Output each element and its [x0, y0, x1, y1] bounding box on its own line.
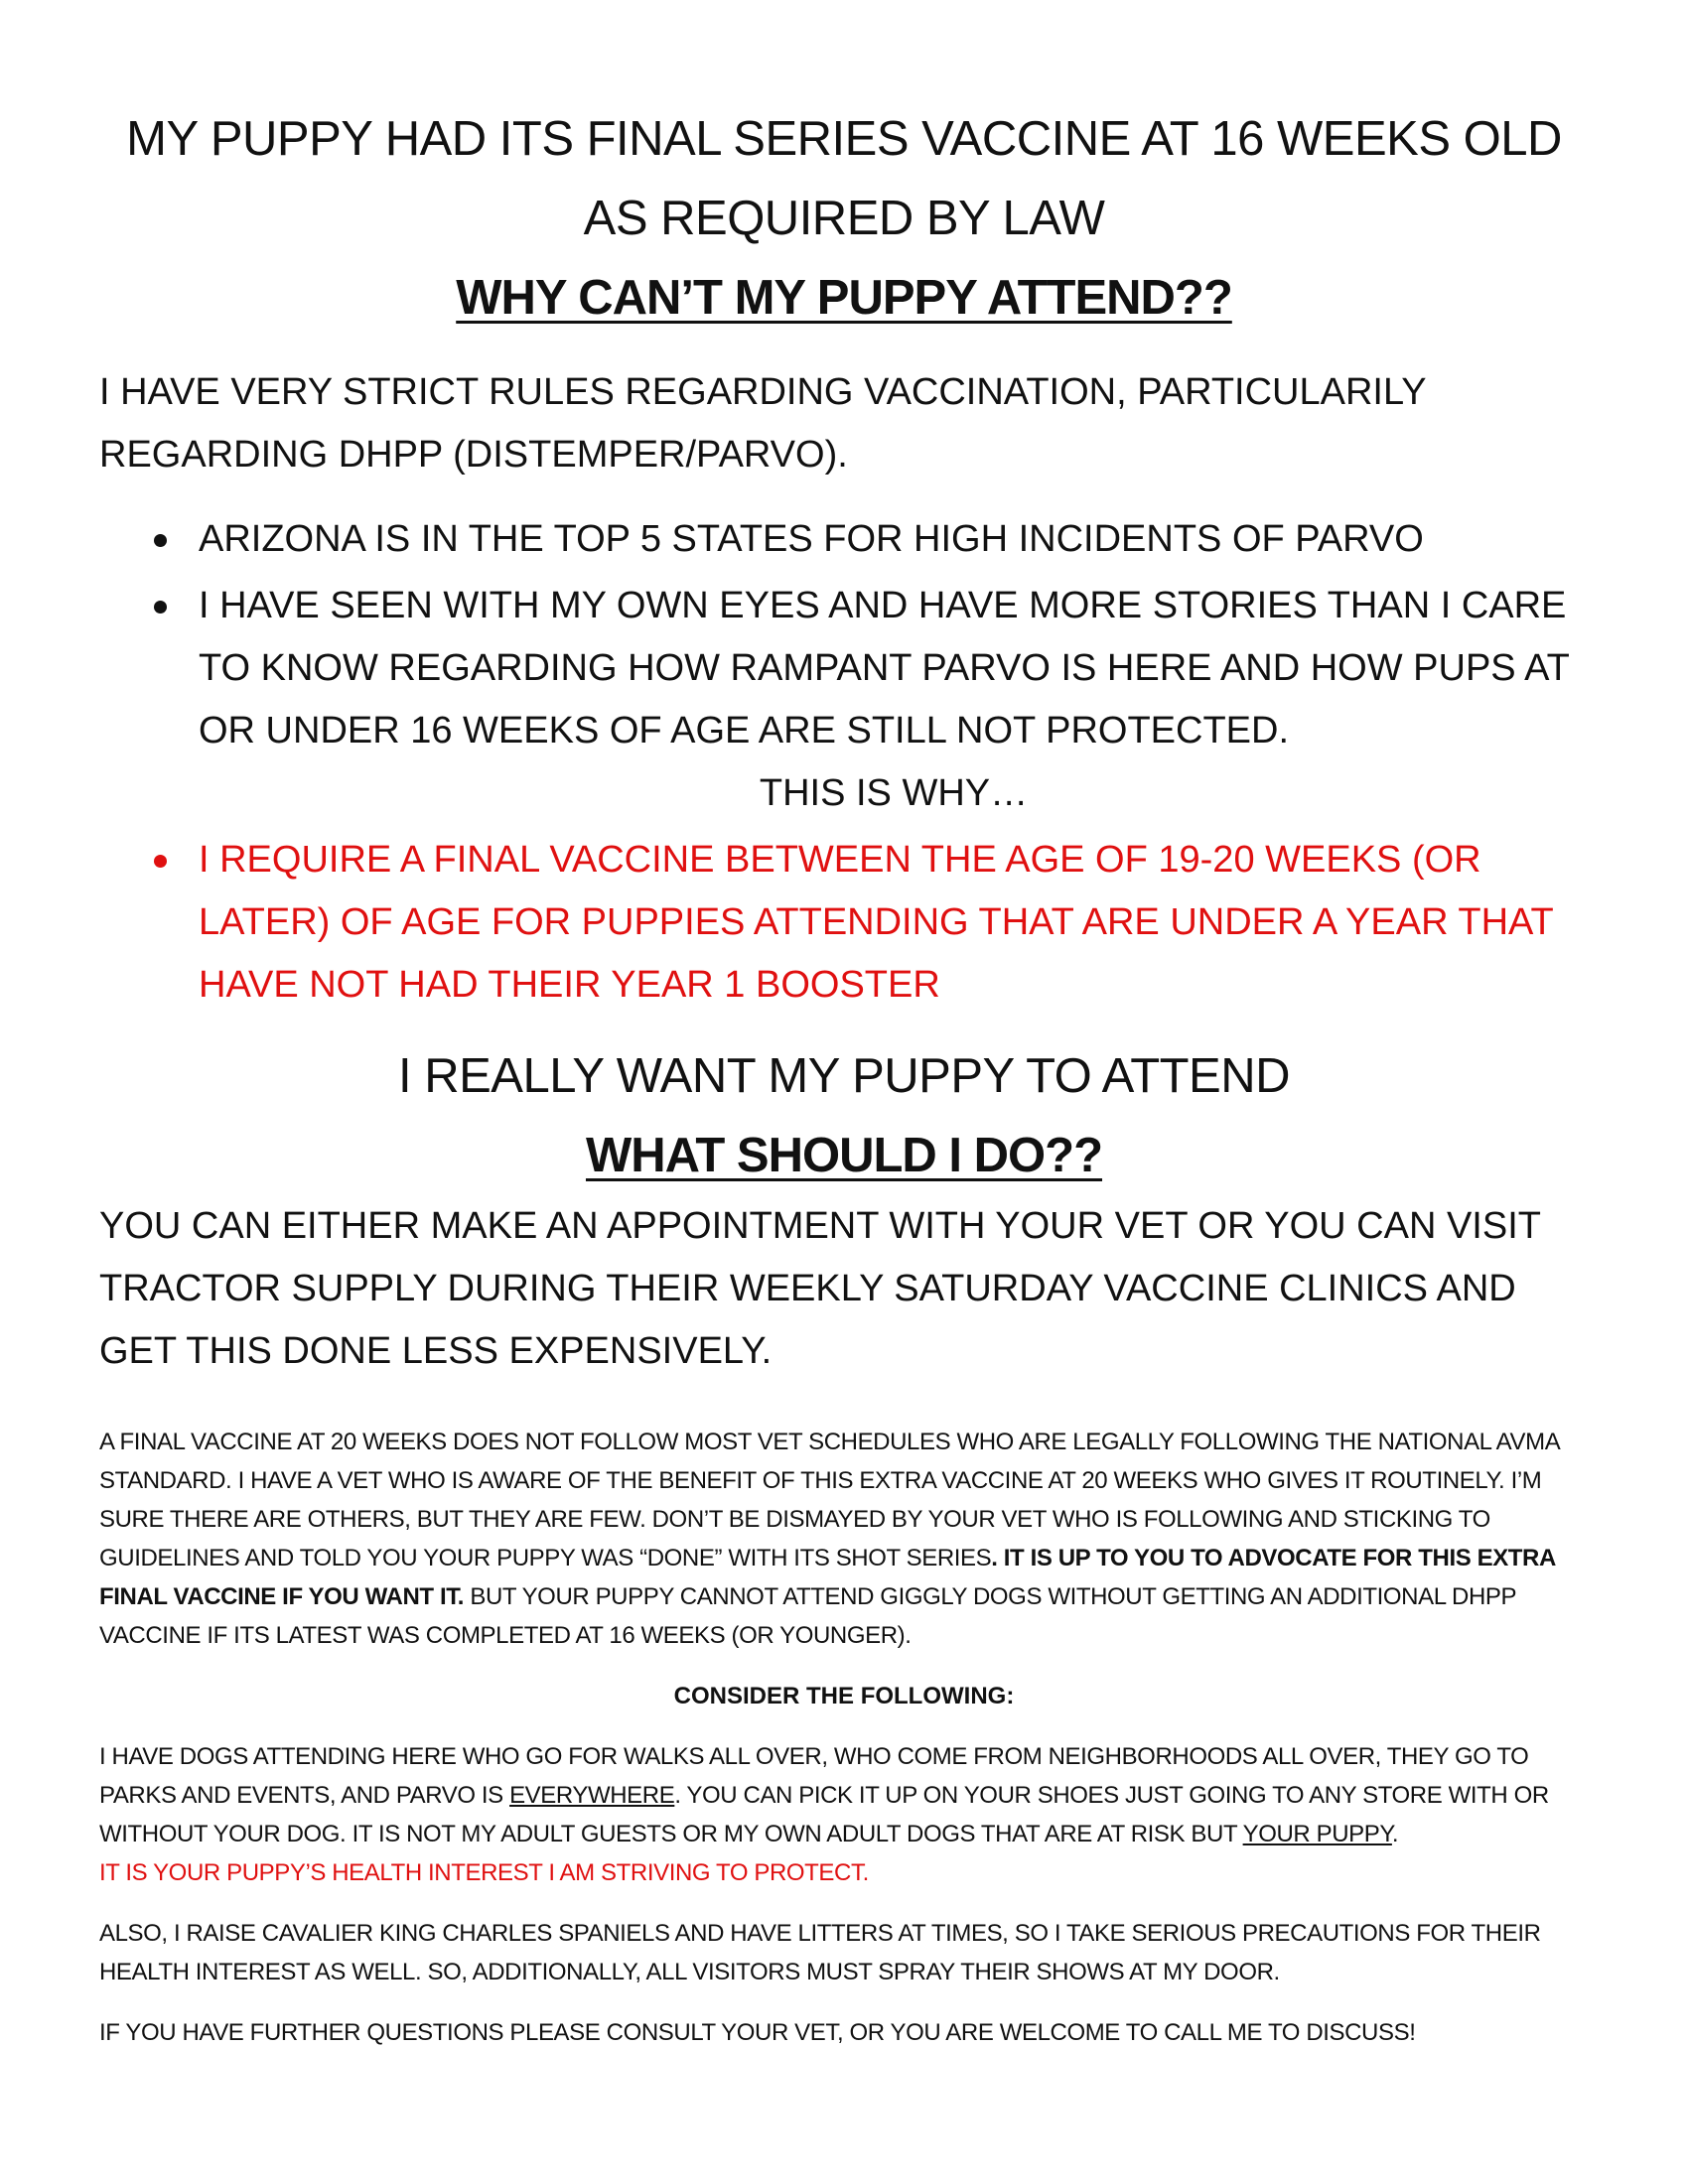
paragraph-avma: [99, 1423, 1589, 1655]
bullet-list-requirement: [99, 829, 1589, 1017]
paragraph-avma-text-c: BUT YOUR PUPPY CANNOT ATTEND GIGGLY DOGS WITHOUT GETTING AN ADDITIONAL DHPP VACCINE IF ITS LATEST WAS COMPLETED AT 16 WEEKS (OR YOUNGER).: [99, 1583, 1516, 1649]
bullet-text: I HAVE SEEN WITH MY OWN EYES AND HAVE MORE STORIES THAN I CARE TO KNOW REGARDING HOW RAMPANT PARVO IS HERE AND HOW PUPS AT OR UNDER 16 WEEKS OF AGE ARE STILL NOT PROTECTED.: [199, 585, 1570, 751]
second-heading-question: WHAT SHOULD I DO??: [585, 1129, 1103, 1182]
bullet-dot-icon: [154, 534, 167, 547]
paragraph-avma-bold: . IT IS UP TO YOU TO ADVOCATE FOR THIS EXTRA FINAL VACCINE IF YOU WANT IT.: [99, 1545, 1556, 1610]
title-line-1: MY PUPPY HAD ITS FINAL SERIES VACCINE AT 16 WEEKS OLD: [126, 112, 1562, 166]
your-puppy-underlined: YOUR PUPPY: [1242, 1821, 1392, 1847]
title-block: [99, 99, 1589, 338]
second-heading-block: [99, 1036, 1589, 1195]
title-line-2: AS REQUIRED BY LAW: [583, 192, 1105, 245]
everywhere-underlined: EVERYWHERE: [509, 1782, 675, 1809]
bullet-item: [99, 575, 1589, 762]
document-page: [99, 99, 1589, 2052]
title-question: WHY CAN’T MY PUPPY ATTEND??: [456, 271, 1232, 325]
bullet-text: I REQUIRE A FINAL VACCINE BETWEEN THE AGE OF 19-20 WEEKS (OR LATER) OF AGE FOR PUPPIES ATTENDING THAT ARE UNDER A YEAR THAT HAVE NOT HAD THEIR YEAR 1 BOOSTER: [199, 839, 1554, 1006]
paragraph-parvo: [99, 1737, 1589, 1892]
paragraph-avma-text-a: A FINAL VACCINE AT 20 WEEKS DOES NOT FOLLOW MOST VET SCHEDULES WHO ARE LEGALLY FOLLOWING THE NATIONAL AVMA STANDARD. I HAVE A VET WHO IS AWARE OF THE BENEFIT OF THIS EXTRA VACCINE AT 20 WEEKS WHO GIVES IT ROUTINELY. I’M SURE THERE ARE OTHERS, BUT THEY ARE FEW. DON’T BE DISMAYED BY YOUR VET WHO IS FOLLOWING AND STICKING TO GUIDELINES AND TOLD YOU YOUR PUPPY WAS “DONE” WITH ITS SHOT SERIES: [99, 1429, 1559, 1571]
bullet-dot-icon: [154, 601, 167, 614]
bullet-dot-icon: [154, 855, 167, 868]
paragraph-parvo-text-a: I HAVE DOGS ATTENDING HERE WHO GO FOR WALKS ALL OVER, WHO COME FROM NEIGHBORHOODS ALL OVER, THEY GO TO PARKS AND EVENTS, AND PARVO IS: [99, 1743, 1529, 1809]
paragraph-parvo-text-c: .: [1391, 1821, 1399, 1847]
bullet-list: [99, 508, 1589, 762]
this-is-why-line: THIS IS WHY…: [759, 772, 1029, 814]
consider-heading: CONSIDER THE FOLLOWING:: [673, 1683, 1015, 1709]
advice-text: YOU CAN EITHER MAKE AN APPOINTMENT WITH YOUR VET OR YOU CAN VISIT TRACTOR SUPPLY DURING THEIR WEEKLY SATURDAY VACCINE CLINICS AND GET THIS DONE LESS EXPENSIVELY.: [99, 1205, 1541, 1372]
paragraph-cavalier: ALSO, I RAISE CAVALIER KING CHARLES SPANIELS AND HAVE LITTERS AT TIMES, SO I TAKE SERIOUS PRECAUTIONS FOR THEIR HEALTH INTEREST AS WELL. SO, ADDITIONALLY, ALL VISITORS MUST SPRAY THEIR SHOWS AT MY DOOR.: [99, 1920, 1541, 1985]
paragraph-questions: IF YOU HAVE FURTHER QUESTIONS PLEASE CONSULT YOUR VET, OR YOU ARE WELCOME TO CALL ME TO DISCUSS!: [99, 2019, 1416, 2046]
paragraph-parvo-text-b: . YOU CAN PICK IT UP ON YOUR SHOES JUST GOING TO ANY STORE WITH OR WITHOUT YOUR DOG. IT IS NOT MY ADULT GUESTS OR MY OWN ADULT DOGS THAT ARE AT RISK BUT: [99, 1782, 1549, 1847]
paragraph-parvo-red-text: IT IS YOUR PUPPY’S HEALTH INTEREST I AM STRIVING TO PROTECT.: [99, 1859, 869, 1886]
second-heading-line: I REALLY WANT MY PUPPY TO ATTEND: [397, 1049, 1291, 1103]
bullet-item: [99, 508, 1589, 571]
bullet-item-requirement: [99, 829, 1589, 1017]
intro-text: I HAVE VERY STRICT RULES REGARDING VACCINATION, PARTICULARILY REGARDING DHPP (DISTEMPER/PARVO).: [99, 371, 1426, 476]
bullet-text: ARIZONA IS IN THE TOP 5 STATES FOR HIGH INCIDENTS OF PARVO: [199, 518, 1424, 560]
